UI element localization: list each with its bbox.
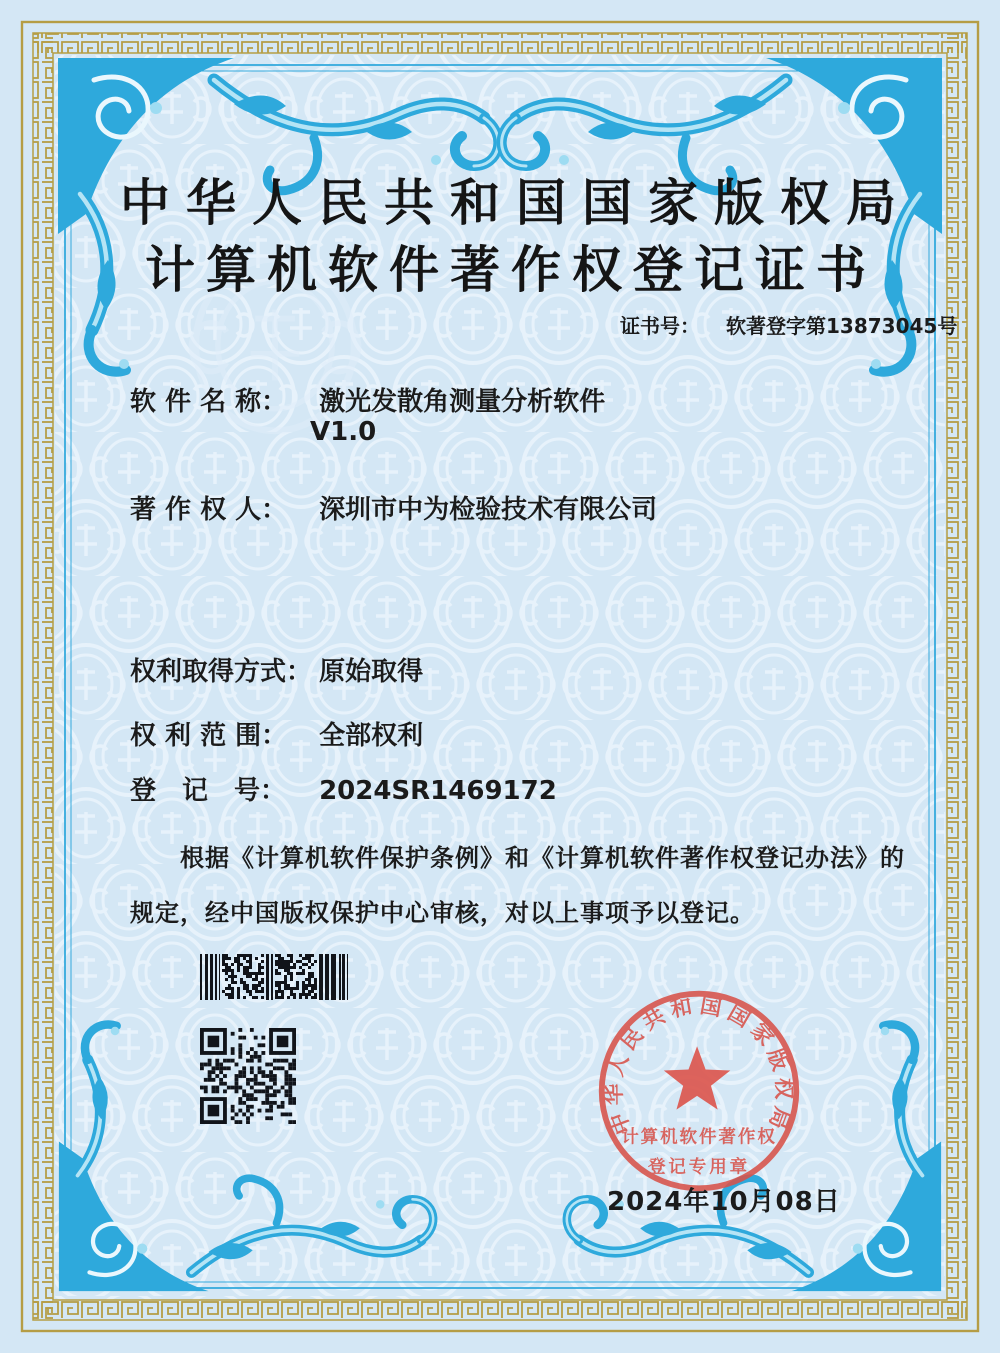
software-name-row	[130, 381, 605, 418]
seal-inner-line2: 登记专用章	[647, 1157, 751, 1178]
software-name-label: 软 件 名 称：	[130, 387, 288, 417]
rights-scope-label: 权 利 范 围：	[130, 721, 288, 751]
issue-date: 2024年10月08日	[607, 1187, 841, 1217]
acquisition-method-label: 权利取得方式：	[130, 657, 313, 687]
certificate-title: 计算机软件著作权登记证书	[145, 240, 877, 299]
certificate-number-line	[620, 310, 957, 339]
acquisition-method-row	[130, 651, 423, 688]
seal-ring-text: 中华人民共和国国家版权局	[602, 993, 796, 1138]
registration-number-value: 2024SR1469172	[319, 776, 557, 806]
official-seal	[592, 984, 806, 1198]
seal-star-icon	[664, 1046, 731, 1109]
certificate-number-label: 证书号：	[620, 314, 700, 338]
registration-number-label: 登 记 号：	[130, 776, 287, 806]
qr-code	[200, 1028, 296, 1128]
barcode	[200, 953, 348, 1005]
issuer-title: 中华人民共和国国家版权局	[120, 173, 912, 232]
seal-inner-line1: 计算机软件著作权	[621, 1127, 777, 1148]
software-name-value: 激光发散角测量分析软件	[319, 387, 606, 417]
statement-line2: 规定，经中国版权保护中心审核，对以上事项予以登记。	[130, 899, 755, 927]
acquisition-method-value: 原始取得	[319, 657, 424, 687]
certificate-number-value: 软著登字第13873045号	[726, 314, 958, 338]
copyright-holder-label: 著 作 权 人：	[130, 495, 288, 525]
registration-number-row	[130, 770, 557, 807]
copyright-holder-row	[130, 489, 657, 526]
rights-scope-row	[130, 715, 423, 752]
barcode-graphic	[200, 953, 348, 1001]
rights-scope-value: 全部权利	[319, 721, 424, 751]
statement-line1: 根据《计算机软件保护条例》和《计算机软件著作权登记办法》的	[180, 844, 905, 872]
copyright-holder-value: 深圳市中为检验技术有限公司	[319, 495, 658, 525]
software-version: V1.0	[310, 417, 377, 447]
qr-code-graphic	[200, 1028, 296, 1124]
